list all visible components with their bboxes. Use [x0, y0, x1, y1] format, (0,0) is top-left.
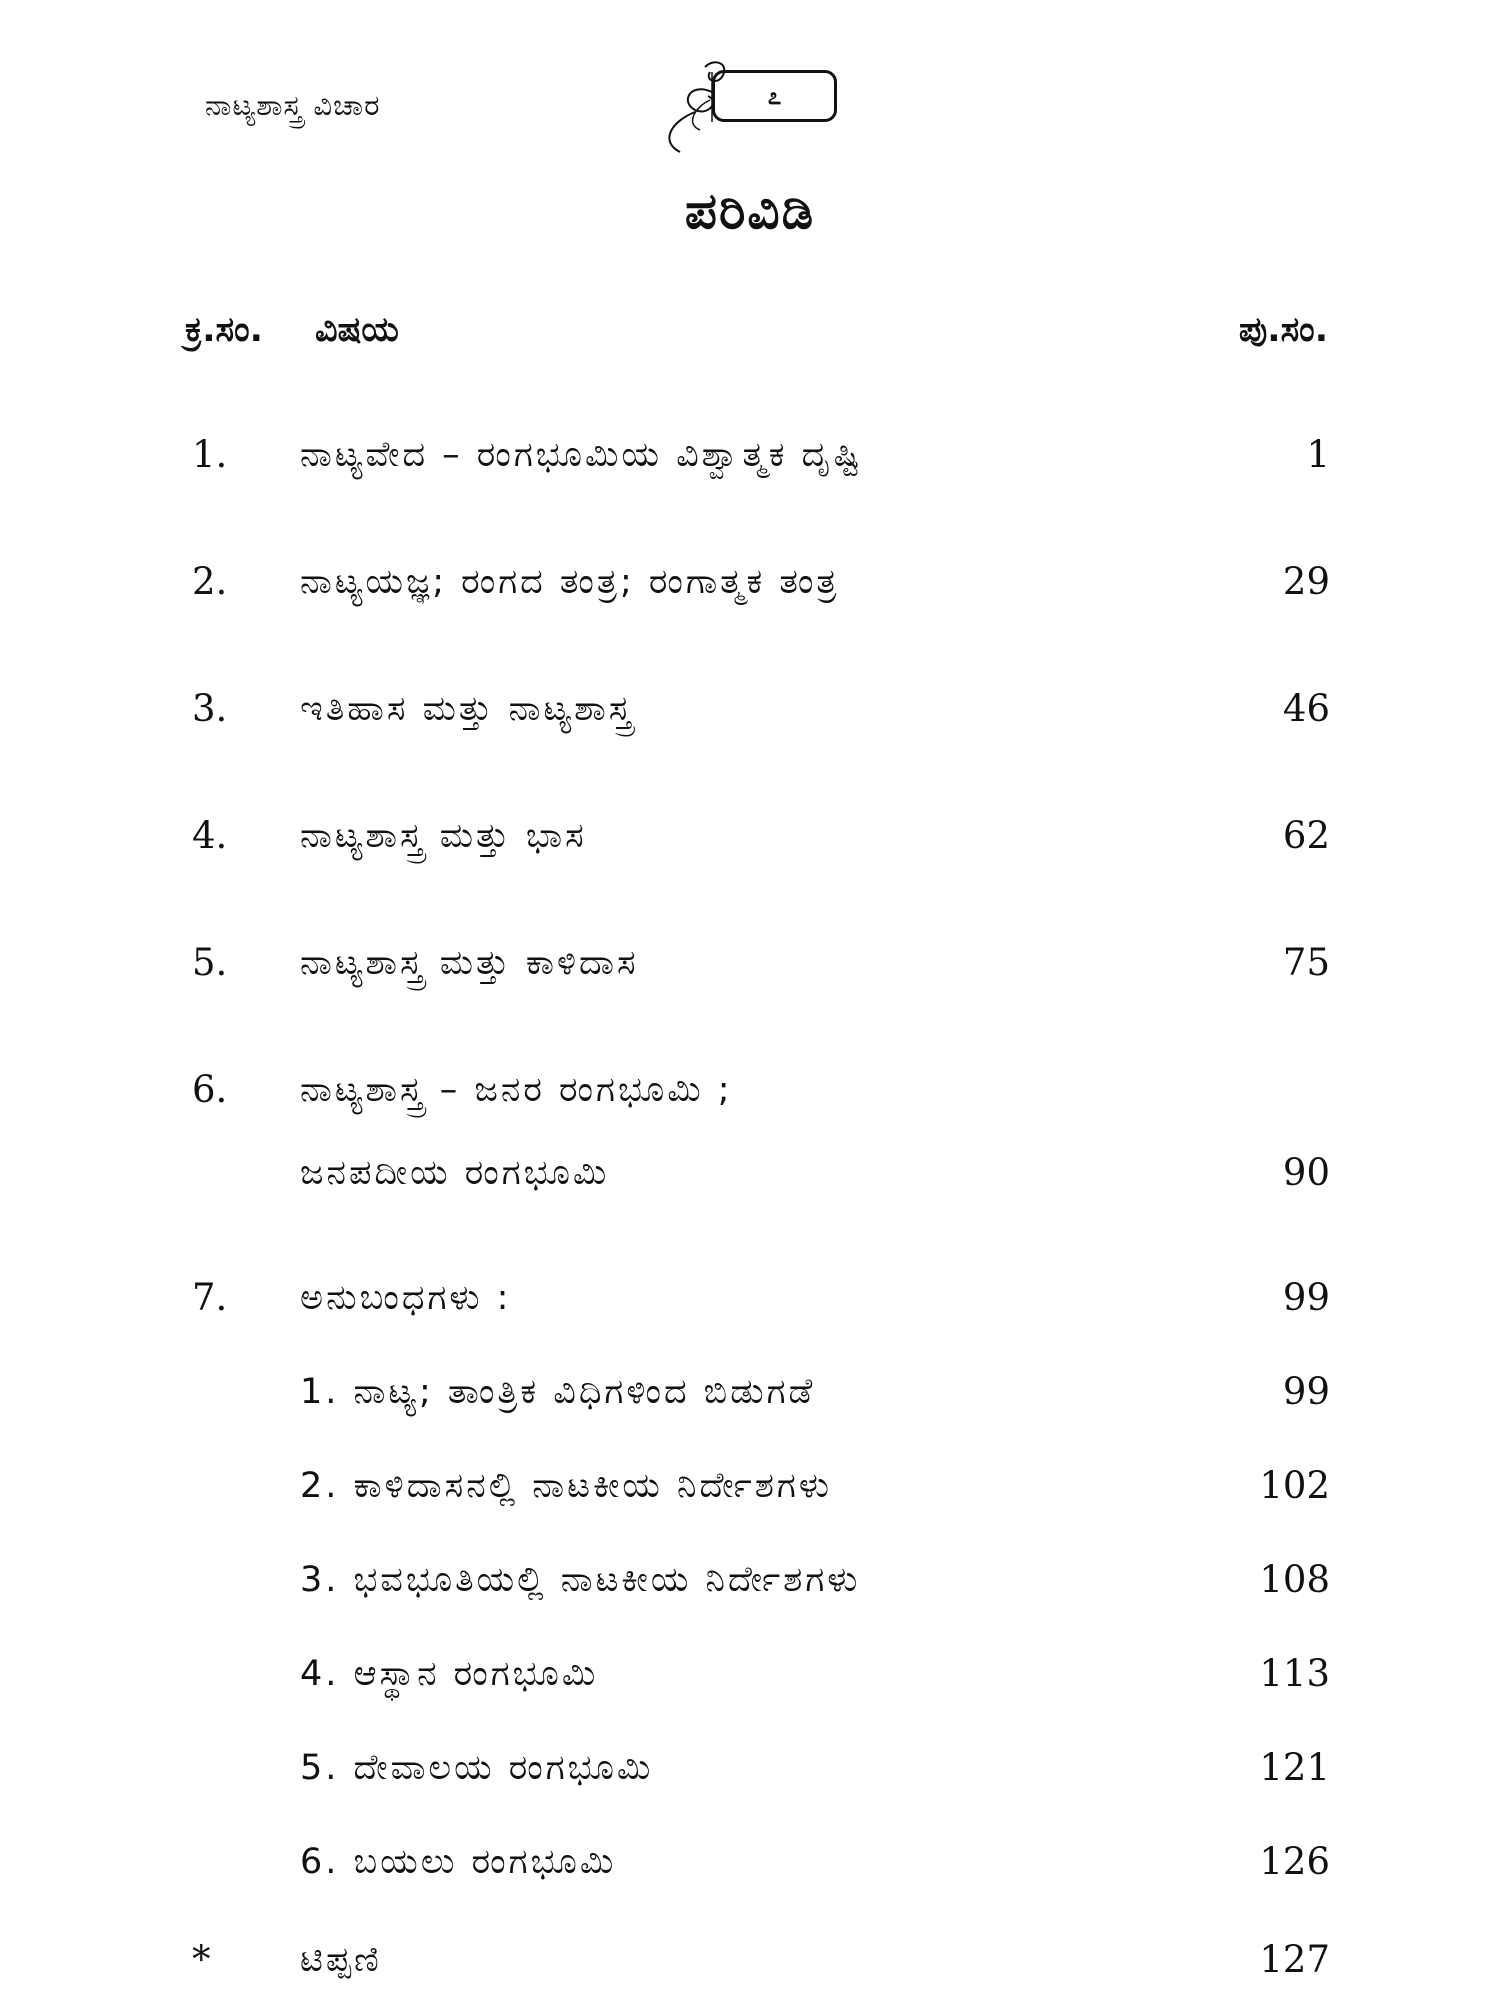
entry-page: 29: [1282, 560, 1330, 603]
appendix-title: 3. ಭವಭೂತಿಯಲ್ಲಿ ನಾಟಕೀಯ ನಿರ್ದೇಶಗಳು: [300, 1560, 861, 1600]
entry-number: 3.: [192, 687, 228, 730]
entry-number: 4.: [192, 814, 228, 857]
appendix-title: 6. ಬಯಲು ರಂಗಭೂಮಿ: [300, 1842, 617, 1882]
appendix-entry: [0, 1456, 1500, 1516]
page-title: ಪರಿವಿಡಿ: [684, 182, 816, 240]
appendix-entry: [0, 1644, 1500, 1704]
appendix-page: 121: [1259, 1746, 1330, 1789]
entry-number: 6.: [192, 1068, 228, 1111]
entry-page: 99: [1282, 1276, 1330, 1319]
appendix-title: 1. ನಾಟ್ಯ; ತಾಂತ್ರಿಕ ವಿಧಿಗಳಿಂದ ಬಿಡುಗಡೆ: [300, 1372, 816, 1412]
toc-entry-notes: [0, 1930, 1500, 1990]
toc-entry-continuation: [0, 1143, 1500, 1203]
appendix-page: 126: [1259, 1840, 1330, 1883]
toc-entry: [0, 933, 1500, 993]
appendix-title: 2. ಕಾಳಿದಾಸನಲ್ಲಿ ನಾಟಕೀಯ ನಿರ್ದೇಶಗಳು: [300, 1466, 832, 1506]
entry-title: ನಾಟ್ಯಯಜ್ಞ; ರಂಗದ ತಂತ್ರ; ರಂಗಾತ್ಮಕ ತಂತ್ರ: [300, 562, 840, 602]
toc-entry: [0, 1060, 1500, 1120]
toc-entry: [0, 1268, 1500, 1328]
subject-column-heading: ವಿಷಯ: [315, 310, 399, 350]
appendix-entry: [0, 1550, 1500, 1610]
entry-title: ನಾಟ್ಯಶಾಸ್ತ್ರ ಮತ್ತು ಕಾಳಿದಾಸ: [300, 943, 639, 983]
toc-entry: [0, 552, 1500, 612]
entry-page: 46: [1282, 687, 1330, 730]
entry-title: ನಾಟ್ಯಶಾಸ್ತ್ರ ಮತ್ತು ಭಾಸ: [300, 816, 587, 856]
toc-entry: [0, 425, 1500, 485]
appendix-page: 113: [1259, 1652, 1330, 1695]
running-head: ನಾಟ್ಯಶಾಸ್ತ್ರ ವಿಚಾರ: [205, 88, 381, 122]
entry-number: 1.: [192, 433, 228, 476]
entry-title: ನಾಟ್ಯಶಾಸ್ತ್ರ – ಜನರ ರಂಗಭೂಮಿ ;: [300, 1070, 733, 1110]
entry-page: 1: [1306, 433, 1330, 476]
entry-title-line2: ಜನಪದೀಯ ರಂಗಭೂಮಿ: [300, 1153, 610, 1193]
entry-number: 5.: [192, 941, 228, 984]
appendix-entry: [0, 1362, 1500, 1422]
appendix-page: 108: [1259, 1558, 1330, 1601]
entry-marker: *: [192, 1938, 211, 1981]
serial-column-heading: ಕ್ರ.ಸಂ.: [185, 310, 263, 350]
entry-page: 62: [1282, 814, 1330, 857]
page-folio: ೭: [712, 70, 837, 122]
appendix-title: 5. ದೇವಾಲಯ ರಂಗಭೂಮಿ: [300, 1748, 654, 1788]
toc-entry: [0, 806, 1500, 866]
appendix-page: 102: [1259, 1464, 1330, 1507]
appendix-title: 4. ಆಸ್ಥಾನ ರಂಗಭೂಮಿ: [300, 1654, 599, 1694]
entry-number: 2.: [192, 560, 228, 603]
entry-title: ನಾಟ್ಯವೇದ – ರಂಗಭೂಮಿಯ ವಿಶ್ವಾತ್ಮಕ ದೃಷ್ಟಿ: [300, 435, 863, 475]
entry-number: 7.: [192, 1276, 228, 1319]
entry-page: 75: [1282, 941, 1330, 984]
appendix-entry: [0, 1832, 1500, 1892]
appendix-entry: [0, 1738, 1500, 1798]
page-column-heading: ಪು.ಸಂ.: [1238, 310, 1328, 350]
entry-title: ಇತಿಹಾಸ ಮತ್ತು ನಾಟ್ಯಶಾಸ್ತ್ರ: [300, 689, 635, 729]
toc-entry: [0, 679, 1500, 739]
entry-title: ಟಿಪ್ಪಣಿ: [300, 1940, 382, 1980]
entry-page: 90: [1282, 1151, 1330, 1194]
entry-page: 127: [1259, 1938, 1330, 1981]
entry-title: ಅನುಬಂಧಗಳು :: [300, 1278, 512, 1318]
appendix-page: 99: [1282, 1370, 1330, 1413]
